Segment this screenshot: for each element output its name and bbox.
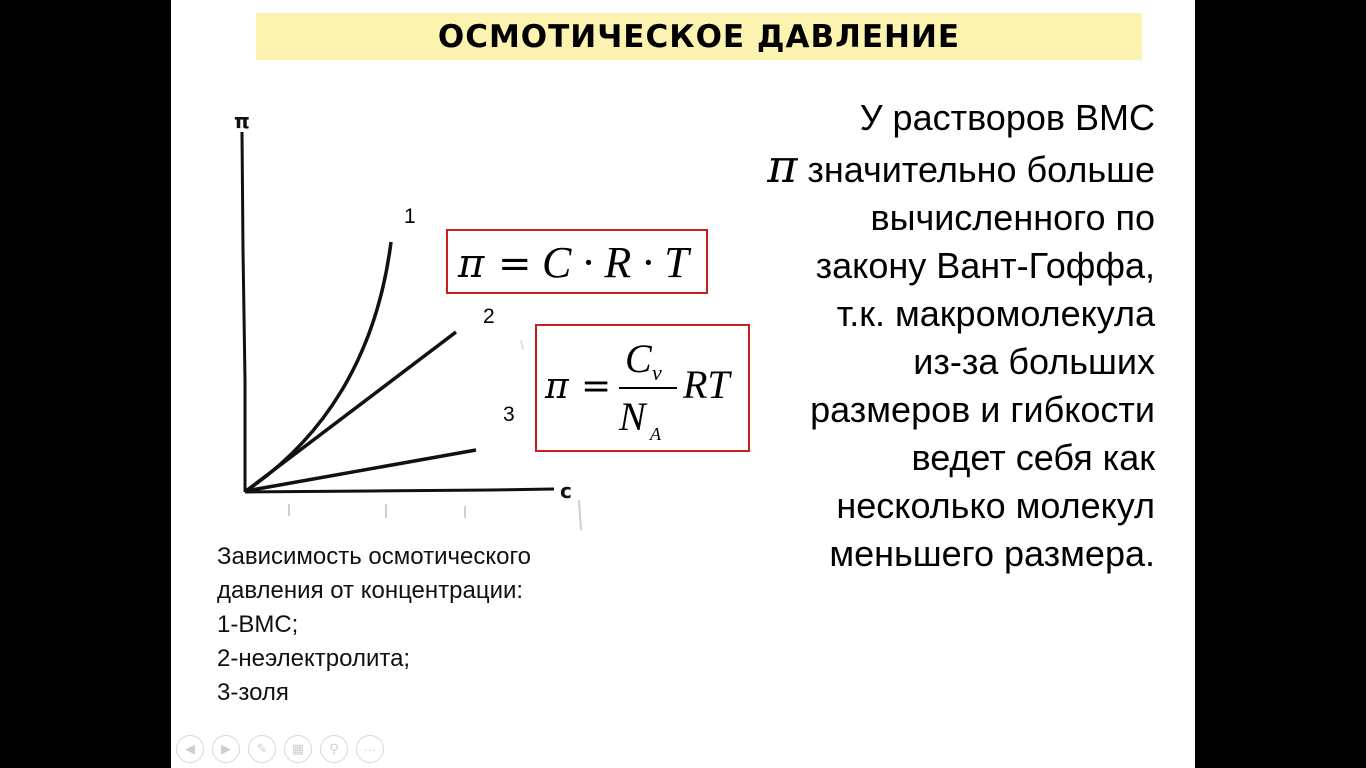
- caption-line-4: 2-неэлектролита;: [217, 645, 411, 672]
- explanation-line-8: ведет себя как: [911, 437, 1155, 478]
- scan-mark: [521, 340, 523, 350]
- more-options-button[interactable]: [356, 735, 384, 763]
- explanation-line-7: размеров и гибкости: [810, 389, 1155, 430]
- formula-vant-hoff: [448, 231, 706, 292]
- pen-icon: ✎: [256, 741, 268, 756]
- next-icon: ▶: [221, 741, 231, 756]
- x-axis: [245, 489, 554, 492]
- caption-line-5: 3-золя: [217, 679, 289, 706]
- y-axis-label: π: [234, 109, 250, 133]
- formula-1-rhs: C · R · T: [542, 238, 689, 287]
- formula-2-tail: RT: [683, 362, 730, 407]
- formula-1-lhs: π: [458, 241, 485, 287]
- slide-title: ОСМОТИЧЕСКОЕ ДАВЛЕНИЕ: [437, 18, 961, 55]
- previous-icon: ◀: [185, 741, 195, 756]
- graph-caption: [217, 540, 637, 710]
- x-axis-ticks: [289, 500, 581, 530]
- explanation-line-5: т.к. макромолекула: [836, 293, 1155, 334]
- curve-1-label: 1: [404, 205, 416, 228]
- formula-2-numerator-sub: ν: [652, 360, 662, 385]
- curve-1: [246, 242, 391, 491]
- pen-button[interactable]: [248, 735, 276, 763]
- explanation-line-1: У растворов ВМС: [859, 97, 1155, 138]
- slide: [171, 0, 1195, 768]
- curve-3: [246, 450, 476, 491]
- slideshow-controls: [176, 735, 384, 763]
- formula-2-eq: =: [581, 366, 612, 407]
- see-all-slides-button[interactable]: [284, 735, 312, 763]
- next-slide-button[interactable]: [212, 735, 240, 763]
- explanation-text: [685, 94, 1155, 578]
- pi-symbol: π: [767, 139, 798, 193]
- formula-2-lhs: π: [545, 366, 569, 407]
- formula-vant-hoff-box: [446, 229, 708, 294]
- caption-line-1: Зависимость осмотического: [217, 543, 532, 570]
- previous-slide-button[interactable]: [176, 735, 204, 763]
- y-axis: [242, 132, 245, 492]
- explanation-line-10: меньшего размера.: [829, 533, 1155, 574]
- curve-2: [246, 332, 456, 491]
- curve-2-label: 2: [483, 305, 495, 328]
- more-icon: ···: [363, 741, 377, 757]
- caption-line-3: 1-ВМС;: [217, 611, 299, 638]
- explanation-line-6: из-за больших: [913, 341, 1155, 382]
- formula-2-numerator: C: [625, 336, 652, 381]
- explanation-line-3: вычисленного по: [870, 197, 1155, 238]
- explanation-line-2-text: значительно больше: [797, 149, 1155, 190]
- explanation-line-2: [685, 139, 1155, 194]
- caption-line-2: давления от концентрации:: [217, 577, 524, 604]
- x-axis-label: c: [560, 479, 572, 503]
- formula-2-denominator: N: [619, 394, 646, 439]
- magnifier-icon: ⚲: [329, 741, 339, 756]
- curve-3-label: 3: [503, 403, 515, 426]
- formula-2-denominator-sub: A: [650, 424, 661, 444]
- explanation-line-9: несколько молекул: [836, 485, 1155, 526]
- slides-grid-icon: ▦: [291, 741, 305, 756]
- formula-1-eq: =: [498, 241, 532, 287]
- explanation-line-4: закону Вант-Гоффа,: [815, 245, 1155, 286]
- zoom-button[interactable]: [320, 735, 348, 763]
